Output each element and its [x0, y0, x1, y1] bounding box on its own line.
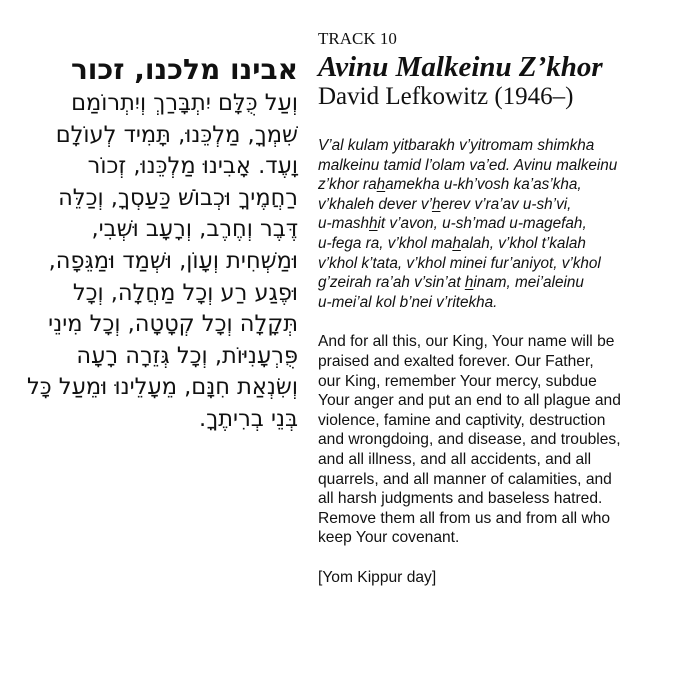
text-segment: g’zeirah ra’ah v’sin’at: [318, 274, 465, 292]
english-line: all harsh judgments and baseless hatred.: [318, 490, 603, 508]
song-title: Avinu Malkeinu Z’khor: [318, 51, 603, 83]
transliteration-line: [318, 214, 693, 234]
transliteration-line: [318, 136, 693, 156]
english-line: quarrels, and all manner of calamities, and: [318, 470, 612, 488]
hebrew-line: בְּנֵי בְרִיתֶךָ.: [199, 405, 298, 432]
text-segment: erev v’ra’av u-sh’vi,: [440, 195, 572, 213]
hebrew-line: דֶּבֶר וְחֶרֶב, וְרָעָב וּשְׁבִי,: [91, 216, 298, 243]
hebrew-line: תְּקָלָה וְכָל קְטָטָה, וְכָל מִינֵי: [48, 311, 298, 338]
english-line: Your anger and put an end to all plague and: [318, 392, 621, 410]
text-segment: v’khaleh dever v’: [318, 195, 432, 213]
composer: David Lefkowitz (1946–): [318, 83, 574, 110]
hebrew-line: וָעֶד. אָבִינוּ מַלְכֵּנוּ, זְכוֹר: [87, 153, 298, 180]
english-line: and all illness, and all accidents, and all: [318, 450, 592, 468]
english-line: keep Your covenant.: [318, 529, 460, 547]
english-line: violence, famine and captivity, destruction: [318, 411, 606, 429]
hebrew-line: וְשִׂנְאַת חִנָּם, מֵעָלֵינוּ וּמֵעַל כָּל: [26, 374, 298, 401]
transliteration-line: [318, 195, 693, 215]
occasion-note: [Yom Kippur day]: [318, 568, 437, 586]
text-segment: u-mash: [318, 215, 370, 233]
hebrew-text-column: [16, 52, 298, 436]
hebrew-body: [16, 88, 298, 436]
text-segment: alah, v’khol t’kalah: [460, 234, 586, 252]
track-number: TRACK 10: [318, 29, 397, 48]
text-segment: inam, mei’aleinu: [473, 274, 584, 292]
transliteration-line: [318, 293, 693, 313]
text-segment: amekha u-kh’vosh ka’as’kha,: [385, 176, 582, 194]
transliteration: [318, 136, 693, 312]
hebrew-line: שִׁמְךָ, מַלְכֵּנוּ, תָּמִיד לְעוֹלָם: [55, 121, 298, 148]
text-segment: V’al kulam yitbarakh v’yitromam shimkha: [318, 137, 595, 154]
english-translation: [318, 332, 693, 548]
underlined-letter: h: [376, 176, 386, 194]
underlined-letter: h: [452, 234, 461, 252]
translation-column: [318, 28, 693, 587]
underlined-letter: h: [431, 195, 441, 213]
english-line: And for all this, our King, Your name will be: [318, 333, 615, 351]
transliteration-line: [318, 175, 693, 195]
hebrew-title: אבינו מלכנו, זכור: [70, 53, 298, 86]
text-segment: v’khol k’tata, v’khol minei fur’aniyot, v’khol: [318, 254, 601, 272]
english-line: praised and exalted forever. Our Father,: [318, 352, 594, 370]
transliteration-line: [318, 273, 693, 293]
hebrew-line: רַחֲמֶיךָ וּכְבוֹשׁ כַּעַסְךָ, וְכַלֵּה: [58, 184, 298, 211]
english-line: our King, remember Your mercy, subdue: [318, 372, 597, 390]
transliteration-line: [318, 234, 693, 254]
hebrew-line: וּמַשְׁחִית וְעָוֹן, וּשְׁמַד וּמַגֵּפָה,: [48, 247, 298, 274]
text-segment: u-fega ra, v’khol ma: [318, 234, 453, 252]
transliteration-line: [318, 156, 693, 176]
english-line: and wrongdoing, and disease, and troubles,: [318, 431, 621, 449]
hebrew-line: וְעַל כֻּלָּם יִתְבָּרַךְ וְיִתְרוֹמַם: [71, 90, 298, 116]
underlined-letter: h: [464, 274, 474, 292]
text-segment: u-mei’al kol b’nei v’ritekha.: [318, 293, 498, 311]
text-segment: malkeinu tamid l’olam va’ed. Avinu malkeinu: [318, 156, 618, 174]
english-line: Remove them all from us and from all who: [318, 509, 611, 527]
text-segment: z’khor ra: [318, 176, 377, 194]
text-segment: it v’avon, u-sh’mad u-magefah,: [377, 215, 587, 233]
hebrew-line: וּפֶגַע רַע וְכָל מַחֲלָה, וְכָל: [72, 279, 298, 306]
transliteration-line: [318, 254, 693, 274]
underlined-letter: h: [369, 215, 378, 233]
hebrew-line: פֻּרְעָנִיּוֹת, וְכָל גְּזֵרָה רָעָה: [76, 342, 298, 369]
